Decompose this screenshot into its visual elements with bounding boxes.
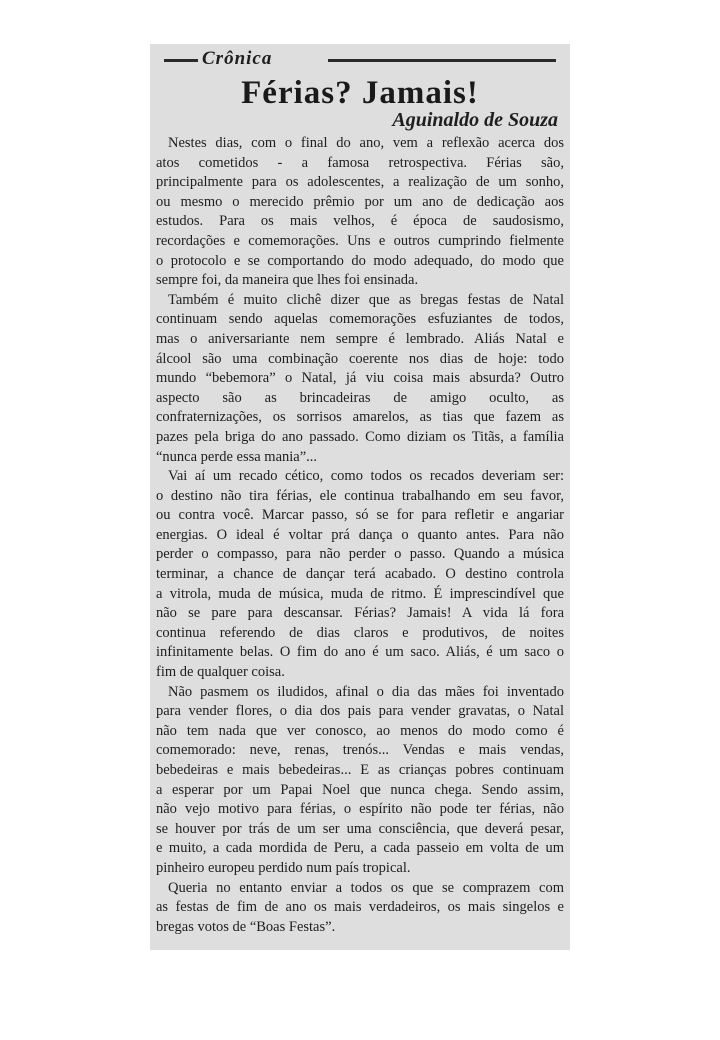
section-rule-right: [328, 59, 556, 62]
author-byline: Aguinaldo de Souza: [392, 109, 558, 131]
text-line: a esperar por um Papai Noel que nunca chega. Sendo assim,: [156, 781, 564, 798]
text-line: energias. O ideal é voltar prá dança o quanto antes. Para não: [156, 526, 564, 543]
text-line: pazes pela briga do ano passado. Como diziam os Titãs, a família: [156, 428, 564, 445]
text-line: continuam sendo aquelas comemorações esfuziantes de todos,: [156, 311, 564, 328]
text-line: fim de qualquer coisa.: [156, 664, 285, 681]
text-line: bregas votos de “Boas Festas”.: [156, 918, 336, 935]
text-line: sempre foi, da maneira que lhes foi ensinada.: [156, 272, 419, 289]
text-line: mas o aniversariante nem sempre é lembrado. Aliás Natal e: [156, 330, 564, 347]
text-line: estudos. Para os mais velhos, é época de saudosismo,: [156, 213, 564, 230]
text-line: aspecto são as brincadeiras de amigo oculto, as: [156, 389, 564, 406]
text-line: não tem nada que ver conosco, ao menos do modo como é: [156, 722, 564, 739]
text-line: Também é muito clichê dizer que as bregas festas de Natal: [168, 291, 564, 308]
text-line: Não pasmem os iludidos, afinal o dia das mães foi inventado: [168, 683, 564, 700]
headline: Férias? Jamais!: [241, 75, 479, 111]
text-line: ou mesmo o merecido prêmio por um ano de dedicação aos: [156, 193, 564, 210]
text-line: “nunca perde essa mania”...: [156, 448, 318, 465]
text-line: a vitrola, muda de música, muda de ritmo. É imprescindível que: [156, 585, 564, 602]
text-line: álcool são uma combinação coerente nos dias de hoje: todo: [156, 350, 564, 367]
text-line: atos cometidos - a famosa retrospectiva. Férias são,: [156, 154, 564, 171]
article-body: [150, 134, 570, 937]
section-header: [150, 48, 570, 70]
text-line: perder o compasso, para não perder o passo. Quando a música: [156, 546, 564, 563]
text-line: principalmente para os adolescentes, a realização de um sonho,: [156, 174, 564, 191]
text-line: o destino não tira férias, ele continua trabalhando em seu favor,: [156, 487, 564, 504]
section-label: Crônica: [202, 48, 273, 69]
paragraph-1: [150, 134, 570, 291]
text-line: Queria no entanto enviar a todos os que se comprazem com: [168, 879, 564, 896]
text-line: recordações e comemorações. Uns e outros cumprindo fielmente: [156, 232, 564, 249]
text-line: Vai aí um recado cético, como todos os recados deveriam ser:: [168, 468, 564, 485]
paragraph-2: [150, 291, 570, 467]
text-line: continua referendo de dias claros e produtivos, de noites: [156, 624, 564, 641]
text-line: e muito, a cada mordida de Peru, a cada passeio em volta de um: [156, 840, 564, 857]
text-line: não se pare para descansar. Férias? Jamais! A vida lá fora: [156, 605, 564, 622]
text-line: Nestes dias, com o final do ano, vem a reflexão acerca dos: [168, 135, 564, 151]
text-line: as festas de fim de ano os mais verdadeiros, os mais singelos e: [156, 899, 564, 916]
newspaper-clipping: [150, 44, 570, 950]
text-line: infinitamente belas. O fim do ano é um saco. Aliás, é um saco o: [156, 644, 564, 661]
section-rule-left: [164, 59, 198, 62]
text-line: comemorado: neve, renas, trenós... Vendas e mais vendas,: [156, 742, 564, 759]
text-line: bebedeiras e mais bebedeiras... E as crianças pobres continuam: [156, 762, 564, 778]
text-line: ou contra você. Marcar passo, só se for para refletir e angariar: [156, 507, 564, 524]
text-line: pinheiro europeu perdido num país tropical.: [156, 859, 411, 876]
paragraph-3: [150, 467, 570, 683]
text-line: o protocolo e se comportando do modo adequado, do modo que: [156, 252, 564, 269]
text-line: terminar, a chance de dançar terá acabado. O destino controla: [156, 566, 564, 583]
text-line: se houver por trás de um ser uma consciência, que deverá pesar,: [156, 820, 564, 837]
text-line: confraternizações, os sorrisos amarelos, as tias que fazem as: [156, 409, 564, 426]
text-line: mundo “bebemora” o Natal, já viu coisa mais absurda? Outro: [156, 370, 564, 387]
paragraph-4: [150, 683, 570, 879]
text-line: não vejo motivo para férias, o espírito não pode ter férias, não: [156, 801, 564, 818]
text-line: para vender flores, o dia dos pais para vender gravatas, o Natal: [156, 703, 564, 720]
paragraph-5: [150, 879, 570, 938]
